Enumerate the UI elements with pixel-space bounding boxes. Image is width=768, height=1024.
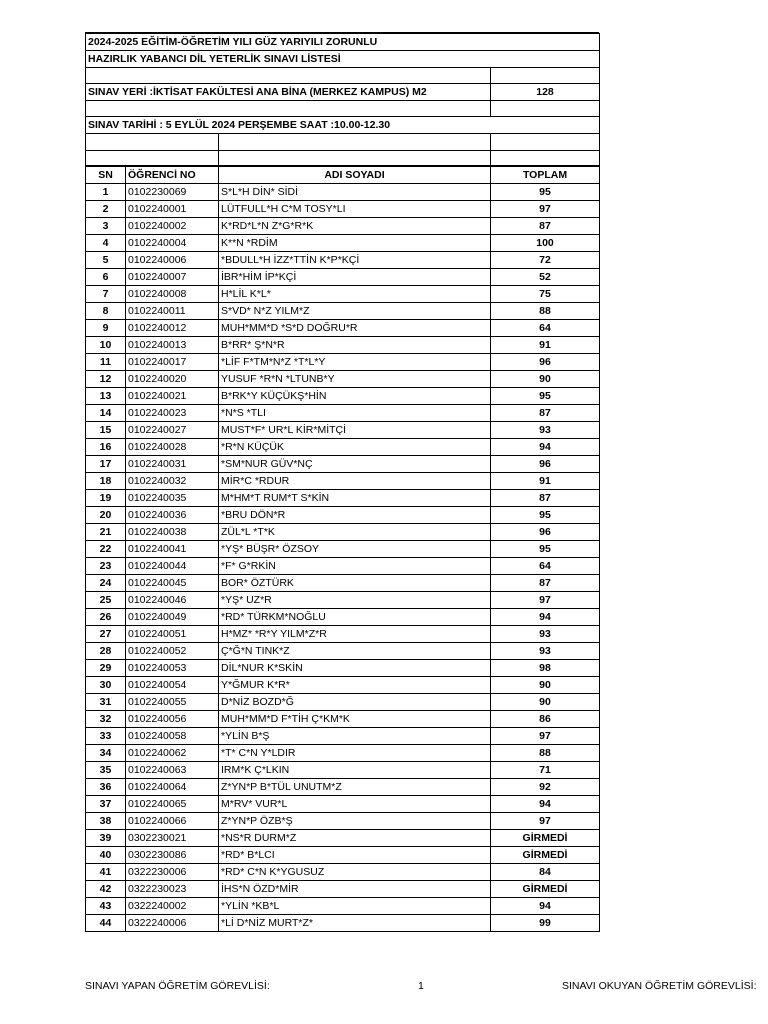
row-total: 95 — [491, 541, 600, 558]
row-sn: 44 — [86, 915, 126, 932]
row-sn: 7 — [86, 286, 126, 303]
row-sn: 31 — [86, 694, 126, 711]
row-student-no: 0102240066 — [126, 813, 219, 830]
row-name: IRM*K Ç*LKIN — [219, 762, 491, 779]
row-name: *RD* C*N K*YGUSUZ — [219, 864, 491, 881]
row-sn: 37 — [86, 796, 126, 813]
row-total: 90 — [491, 371, 600, 388]
row-sn: 22 — [86, 541, 126, 558]
table-row — [86, 745, 600, 762]
table-row — [86, 201, 600, 218]
row-total: 90 — [491, 694, 600, 711]
row-sn: 32 — [86, 711, 126, 728]
row-student-no: 0102240017 — [126, 354, 219, 371]
row-name: LÜTFULL*H C*M TOSY*LI — [219, 201, 491, 218]
row-name: *RD* B*LCI — [219, 847, 491, 864]
row-student-no: 0102240001 — [126, 201, 219, 218]
row-name: *YLİN B*Ş — [219, 728, 491, 745]
row-total: 93 — [491, 422, 600, 439]
exam-date: SINAV TARİHİ : 5 EYLÜL 2024 PERŞEMBE SAAT :10.00-12.30 — [86, 117, 600, 134]
row-total: 52 — [491, 269, 600, 286]
row-student-no: 0102240062 — [126, 745, 219, 762]
row-student-no: 0102230069 — [126, 184, 219, 201]
row-sn: 3 — [86, 218, 126, 235]
row-total: 99 — [491, 915, 600, 932]
row-total: 88 — [491, 303, 600, 320]
row-total: 87 — [491, 405, 600, 422]
footer-grader-label: SINAVI OKUYAN ÖĞRETİM GÖREVLİSİ: — [562, 980, 757, 992]
row-name: *T* C*N Y*LDIR — [219, 745, 491, 762]
table-row — [86, 660, 600, 677]
row-total: 72 — [491, 252, 600, 269]
row-student-no: 0102240038 — [126, 524, 219, 541]
table-row — [86, 864, 600, 881]
row-name: İBR*HİM İP*KÇİ — [219, 269, 491, 286]
row-total: 96 — [491, 456, 600, 473]
row-total: GİRMEDİ — [491, 847, 600, 864]
table-row — [86, 490, 600, 507]
row-name: K*RD*L*N Z*G*R*K — [219, 218, 491, 235]
table-row — [86, 337, 600, 354]
table-row — [86, 507, 600, 524]
row-total: 87 — [491, 218, 600, 235]
row-sn: 23 — [86, 558, 126, 575]
row-sn: 2 — [86, 201, 126, 218]
row-total: 94 — [491, 439, 600, 456]
row-sn: 20 — [86, 507, 126, 524]
row-student-no: 0102240011 — [126, 303, 219, 320]
row-total: GİRMEDİ — [491, 881, 600, 898]
row-total: 64 — [491, 558, 600, 575]
row-student-no: 0102240063 — [126, 762, 219, 779]
row-total: 91 — [491, 337, 600, 354]
title-line-1: 2024-2025 EĞİTİM-ÖĞRETİM YILI GÜZ YARIYILI ZORUNLU — [86, 34, 600, 51]
table-row — [86, 796, 600, 813]
row-name: D*NİZ BOZD*Ğ — [219, 694, 491, 711]
row-student-no: 0102240064 — [126, 779, 219, 796]
row-total: 97 — [491, 813, 600, 830]
table-row — [86, 915, 600, 932]
table-row — [86, 779, 600, 796]
row-sn: 15 — [86, 422, 126, 439]
row-name: ZÜL*L *T*K — [219, 524, 491, 541]
row-name: MİR*C *RDUR — [219, 473, 491, 490]
row-student-no: 0322240006 — [126, 915, 219, 932]
row-sn: 21 — [86, 524, 126, 541]
row-name: *RD* TÜRKM*NOĞLU — [219, 609, 491, 626]
row-name: BOR* ÖZTÜRK — [219, 575, 491, 592]
row-name: *YŞ* BÜŞR* ÖZSOY — [219, 541, 491, 558]
row-total: 92 — [491, 779, 600, 796]
col-total: TOPLAM — [491, 166, 600, 184]
row-total: 64 — [491, 320, 600, 337]
exam-list-sheet — [85, 33, 599, 932]
table-row — [86, 694, 600, 711]
table-row — [86, 473, 600, 490]
row-total: 90 — [491, 677, 600, 694]
table-row — [86, 235, 600, 252]
row-student-no: 0322230006 — [126, 864, 219, 881]
page-number: 1 — [418, 980, 424, 992]
table-row — [86, 524, 600, 541]
row-sn: 14 — [86, 405, 126, 422]
row-student-no: 0302230086 — [126, 847, 219, 864]
row-sn: 39 — [86, 830, 126, 847]
row-sn: 33 — [86, 728, 126, 745]
col-student-no: ÖĞRENCİ NO — [126, 166, 219, 184]
row-student-no: 0102240023 — [126, 405, 219, 422]
table-row — [86, 184, 600, 201]
row-name: M*HM*T RUM*T S*KİN — [219, 490, 491, 507]
row-total: 86 — [491, 711, 600, 728]
row-name: H*MZ* *R*Y YILM*Z*R — [219, 626, 491, 643]
row-total: 88 — [491, 745, 600, 762]
table-row — [86, 711, 600, 728]
table-row — [86, 677, 600, 694]
row-sn: 27 — [86, 626, 126, 643]
row-name: MUH*MM*D *S*D DOĞRU*R — [219, 320, 491, 337]
table-row — [86, 388, 600, 405]
row-total: 95 — [491, 507, 600, 524]
row-sn: 12 — [86, 371, 126, 388]
table-row — [86, 830, 600, 847]
row-total: 94 — [491, 796, 600, 813]
row-student-no: 0102240052 — [126, 643, 219, 660]
table-row — [86, 252, 600, 269]
row-student-no: 0102240055 — [126, 694, 219, 711]
row-student-no: 0102240044 — [126, 558, 219, 575]
row-total: 87 — [491, 490, 600, 507]
row-name: İHS*N ÖZD*MİR — [219, 881, 491, 898]
row-total: 95 — [491, 388, 600, 405]
table-row — [86, 813, 600, 830]
table-row — [86, 354, 600, 371]
column-header-row — [86, 166, 600, 184]
row-student-no: 0102240045 — [126, 575, 219, 592]
row-student-no: 0102240049 — [126, 609, 219, 626]
row-sn: 40 — [86, 847, 126, 864]
row-sn: 13 — [86, 388, 126, 405]
row-name: S*VD* N*Z YILM*Z — [219, 303, 491, 320]
row-name: Ç*Ğ*N TINK*Z — [219, 643, 491, 660]
row-total: GİRMEDİ — [491, 830, 600, 847]
table-row — [86, 422, 600, 439]
row-total: 98 — [491, 660, 600, 677]
col-sn: SN — [86, 166, 126, 184]
row-total: 75 — [491, 286, 600, 303]
row-student-no: 0102240006 — [126, 252, 219, 269]
row-name: *BRU DÖN*R — [219, 507, 491, 524]
row-name: M*RV* VUR*L — [219, 796, 491, 813]
row-total: 100 — [491, 235, 600, 252]
row-sn: 5 — [86, 252, 126, 269]
row-student-no: 0102240041 — [126, 541, 219, 558]
row-total: 95 — [491, 184, 600, 201]
row-student-no: 0102240035 — [126, 490, 219, 507]
row-sn: 4 — [86, 235, 126, 252]
footer-examiner-label: SINAVI YAPAN ÖĞRETİM GÖREVLİSİ: — [85, 980, 270, 992]
row-name: DİL*NUR K*SKİN — [219, 660, 491, 677]
row-total: 97 — [491, 201, 600, 218]
row-total: 96 — [491, 354, 600, 371]
row-sn: 1 — [86, 184, 126, 201]
row-student-no: 0102240031 — [126, 456, 219, 473]
row-student-no: 0102240036 — [126, 507, 219, 524]
row-name: *SM*NUR GÜV*NÇ — [219, 456, 491, 473]
table-row — [86, 371, 600, 388]
row-sn: 36 — [86, 779, 126, 796]
row-name: *F* G*RKİN — [219, 558, 491, 575]
row-student-no: 0102240046 — [126, 592, 219, 609]
row-student-no: 0102240007 — [126, 269, 219, 286]
row-name: *YLİN *KB*L — [219, 898, 491, 915]
table-row — [86, 728, 600, 745]
row-total: 96 — [491, 524, 600, 541]
row-student-no: 0102240027 — [126, 422, 219, 439]
row-student-no: 0102240058 — [126, 728, 219, 745]
row-sn: 6 — [86, 269, 126, 286]
row-sn: 38 — [86, 813, 126, 830]
row-name: B*RK*Y KÜÇÜKŞ*HİN — [219, 388, 491, 405]
row-total: 94 — [491, 609, 600, 626]
table-row — [86, 269, 600, 286]
row-name: *LİF F*TM*N*Z *T*L*Y — [219, 354, 491, 371]
row-name: *YŞ* UZ*R — [219, 592, 491, 609]
row-student-no: 0102240054 — [126, 677, 219, 694]
row-sn: 9 — [86, 320, 126, 337]
row-student-no: 0102240008 — [126, 286, 219, 303]
row-name: K**N *RDİM — [219, 235, 491, 252]
row-name: Z*YN*P B*TÜL UNUTM*Z — [219, 779, 491, 796]
table-row — [86, 218, 600, 235]
row-student-no: 0102240028 — [126, 439, 219, 456]
row-name: MUH*MM*D F*TİH Ç*KM*K — [219, 711, 491, 728]
row-name: YUSUF *R*N *LTUNB*Y — [219, 371, 491, 388]
row-total: 97 — [491, 592, 600, 609]
exam-place: SINAV YERİ :İKTİSAT FAKÜLTESİ ANA BİNA (MERKEZ KAMPUS) M2 — [86, 84, 491, 101]
table-row — [86, 575, 600, 592]
row-name: S*L*H DİN* SİDİ — [219, 184, 491, 201]
row-name: *BDULL*H İZZ*TTİN K*P*KÇİ — [219, 252, 491, 269]
row-sn: 34 — [86, 745, 126, 762]
row-student-no: 0102240056 — [126, 711, 219, 728]
table-row — [86, 643, 600, 660]
row-name: *Lİ D*NİZ MURT*Z* — [219, 915, 491, 932]
row-sn: 17 — [86, 456, 126, 473]
row-sn: 19 — [86, 490, 126, 507]
row-total: 84 — [491, 864, 600, 881]
row-sn: 8 — [86, 303, 126, 320]
row-name: B*RR* Ş*N*R — [219, 337, 491, 354]
table-row — [86, 286, 600, 303]
row-total: 93 — [491, 626, 600, 643]
table-row — [86, 626, 600, 643]
row-name: *N*S *TLI — [219, 405, 491, 422]
row-sn: 26 — [86, 609, 126, 626]
row-sn: 43 — [86, 898, 126, 915]
row-name: H*LİL K*L* — [219, 286, 491, 303]
table-row — [86, 898, 600, 915]
row-total: 93 — [491, 643, 600, 660]
row-student-no: 0102240012 — [126, 320, 219, 337]
row-sn: 30 — [86, 677, 126, 694]
row-student-no: 0102240051 — [126, 626, 219, 643]
row-sn: 18 — [86, 473, 126, 490]
table-row — [86, 558, 600, 575]
row-sn: 10 — [86, 337, 126, 354]
row-student-no: 0102240053 — [126, 660, 219, 677]
row-sn: 24 — [86, 575, 126, 592]
row-total: 91 — [491, 473, 600, 490]
table-row — [86, 881, 600, 898]
table-row — [86, 303, 600, 320]
exam-table-body — [86, 34, 600, 932]
row-name: *NS*R DURM*Z — [219, 830, 491, 847]
row-sn: 41 — [86, 864, 126, 881]
row-name: Z*YN*P ÖZB*Ş — [219, 813, 491, 830]
table-row — [86, 847, 600, 864]
table-row — [86, 439, 600, 456]
row-student-no: 0102240021 — [126, 388, 219, 405]
table-row — [86, 405, 600, 422]
row-student-no: 0102240032 — [126, 473, 219, 490]
table-row — [86, 609, 600, 626]
table-row — [86, 320, 600, 337]
row-name: *R*N KÜÇÜK — [219, 439, 491, 456]
row-sn: 16 — [86, 439, 126, 456]
row-student-no: 0102240020 — [126, 371, 219, 388]
row-student-no: 0302230021 — [126, 830, 219, 847]
capacity-value: 128 — [491, 84, 600, 101]
row-sn: 42 — [86, 881, 126, 898]
row-total: 97 — [491, 728, 600, 745]
title-line-2: HAZIRLIK YABANCI DİL YETERLİK SINAVI LİSTESİ — [86, 51, 600, 68]
row-sn: 11 — [86, 354, 126, 371]
row-sn: 28 — [86, 643, 126, 660]
row-total: 87 — [491, 575, 600, 592]
row-student-no: 0102240004 — [126, 235, 219, 252]
table-row — [86, 762, 600, 779]
row-sn: 29 — [86, 660, 126, 677]
row-name: MUST*F* UR*L KİR*MİTÇİ — [219, 422, 491, 439]
row-total: 71 — [491, 762, 600, 779]
row-sn: 35 — [86, 762, 126, 779]
row-student-no: 0102240002 — [126, 218, 219, 235]
exam-table — [85, 33, 600, 932]
col-name: ADI SOYADI — [219, 166, 491, 184]
row-student-no: 0102240013 — [126, 337, 219, 354]
table-row — [86, 541, 600, 558]
row-student-no: 0322240002 — [126, 898, 219, 915]
row-sn: 25 — [86, 592, 126, 609]
row-student-no: 0102240065 — [126, 796, 219, 813]
row-total: 94 — [491, 898, 600, 915]
row-name: Y*ĞMUR K*R* — [219, 677, 491, 694]
table-row — [86, 592, 600, 609]
row-student-no: 0322230023 — [126, 881, 219, 898]
table-row — [86, 456, 600, 473]
